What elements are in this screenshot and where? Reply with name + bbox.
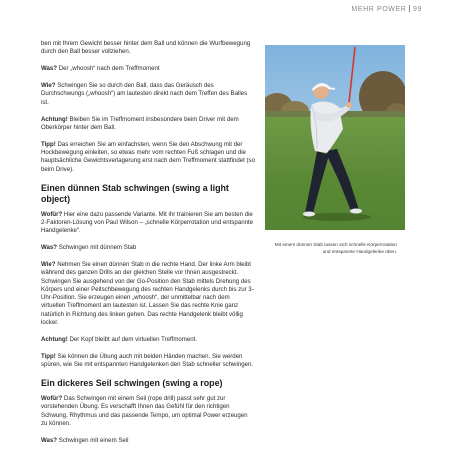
paragraph-attention: Achtung! Bleiben Sie im Treffmoment insbesondere beim Driver mit dem Oberkörper hinter dem Ball. bbox=[41, 115, 239, 131]
para-label: Achtung! bbox=[41, 335, 68, 343]
para-label: Was? bbox=[41, 244, 58, 252]
paragraph: ben mit Ihrem Gewicht besser hinter dem Ball und können die Wurfbewegung durch den Ball besser vollziehen. bbox=[41, 40, 251, 56]
para-label: Achtung! bbox=[41, 115, 68, 123]
paragraph-tip: Tipp! Sie können die Übung auch mit beiden Händen machen. Sie werden spüren, wie Sie mit entspannten Handgelenken den Stab schneller schwingen. bbox=[41, 352, 254, 369]
para-label: Tipp! bbox=[41, 352, 56, 360]
golfer-photo bbox=[265, 45, 405, 230]
section-heading-light-object: Einen dünnen Stab schwingen (swing a light object) bbox=[41, 182, 229, 204]
running-head bbox=[351, 5, 422, 13]
paragraph-how: Wie? Nehmen Sie einen dünnen Stab in die rechte Hand. Der linke Arm bleibt während des ganzen Drills an der gleichen Stelle vor Ihnen ausgestreckt. Schwingen Sie ausgehend von der Go-Position den Stab mittels Drehung des Körpers und einer Peitschbewegung des rechten Handgelenks durch bis zur 3-Uhr-Position. Sie erzeugen einen „whoosh“, der unmittelbar nach dem virtuellen Treffmoment am lautesten ist. Lassen Sie das rechte Knie ganz natürlich in Richtung des linken gehen. Das rechte Handgelenk bleibt völlig locker. bbox=[41, 260, 254, 326]
para-label: Was? bbox=[41, 65, 58, 73]
section-title: MEHR POWER bbox=[351, 6, 407, 13]
paragraph-how: Wie? Schwingen Sie so durch den Ball, dass das Geräusch des Durchschwungs („whoosh“) am lautesten direkt nach dem Treffen des Balles ist. bbox=[41, 82, 248, 106]
para-label: Tipp! bbox=[41, 140, 56, 148]
paragraph-what: Was? Der „whoosh“ nach dem Treffmoment bbox=[41, 65, 160, 73]
paragraph-what: Was? Schwingen mit einem Seil bbox=[41, 436, 129, 444]
figure-caption: Mit einem dünnen Stab lassen sich schnelle Körperrotation und entspannte Handgelenke üben. bbox=[274, 242, 397, 254]
header-divider bbox=[409, 5, 410, 12]
para-label: Wofür? bbox=[41, 210, 63, 218]
paragraph-purpose: Wofür? Das Schwingen mit einem Seil (rope drill) passt sehr gut zur vorstehenden Übung. Es verschafft Ihnen das Gefühl für den richtigen Schwung, Rhythmus und das passende Tempo, um optimal Power erzeugen zu können. bbox=[41, 394, 248, 427]
paragraph-tip: Tipp! Das erreichen Sie am einfachsten, wenn Sie den Abschwung mit der Hockbewegung einleiten, so etwas mehr vom rechten Fuß schlagen und die hauptsächliche Gewichtsverlagerung erst nach dem Treffmoment stattfindet (so beim Drive). bbox=[41, 140, 255, 173]
paragraph-purpose: Wofür? Hier eine dazu passende Variante. Mit ihr trainieren Sie am besten die 2-Faktoren-Lösung von Paul Wilson – „schnelle Körperrotation und entspannte Handgelenke“. bbox=[41, 210, 254, 235]
page-number: 99 bbox=[413, 6, 422, 13]
golfer-illustration bbox=[265, 45, 405, 230]
section-heading-rope: Ein dickeres Seil schwingen (swing a rope) bbox=[41, 377, 223, 388]
paragraph-what: Was? Schwingen mit dünnem Stab bbox=[41, 244, 137, 252]
para-label: Wofür? bbox=[41, 394, 63, 402]
paragraph-attention: Achtung! Der Kopf bleibt auf dem virtuellen Treffmoment. bbox=[41, 335, 198, 343]
para-label: Was? bbox=[41, 436, 58, 444]
text-column bbox=[41, 40, 255, 454]
para-label: Wie? bbox=[41, 260, 56, 268]
para-label: Wie? bbox=[41, 82, 56, 90]
